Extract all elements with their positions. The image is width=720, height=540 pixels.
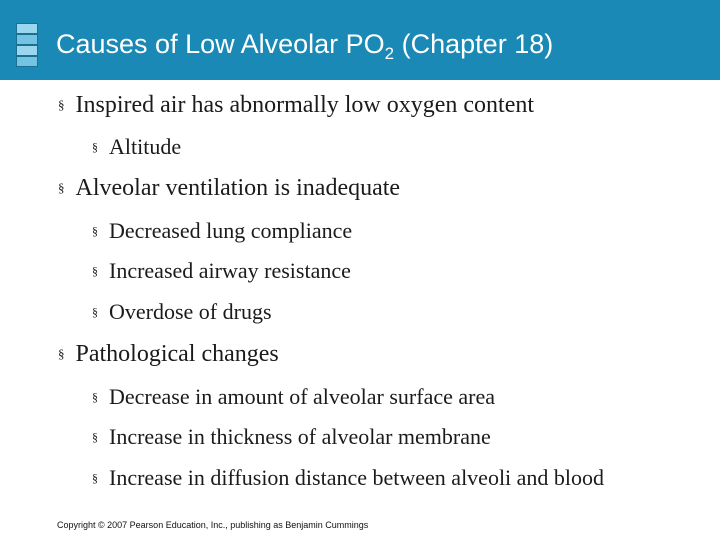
bullet-marker: § [92,430,98,444]
bullet-marker: § [92,471,98,485]
sub-bullet-2-2: § Increased airway resistance [92,258,351,283]
sub-bullet-3-3: § Increase in diffusion distance between alveoli and blood [92,465,605,490]
title-bar [0,0,720,80]
title-subscript: 2 [384,44,395,63]
sub-bullet-1-1: § Altitude [92,134,182,159]
bullet-marker: § [92,390,98,404]
sub-bullet-3-1: § Decrease in amount of alveolar surface area [92,384,495,409]
slide-logo-icon [16,23,38,67]
bullet-marker: § [58,346,65,361]
bullet-marker: § [58,97,65,112]
bullet-3: § Pathological changes [58,341,279,367]
copyright-footer: Copyright © 2007 Pearson Education, Inc., publishing as Benjamin Cummings [57,520,369,530]
bullet-marker: § [92,264,98,278]
bullet-1: § Inspired air has abnormally low oxygen content [58,92,535,118]
bullet-marker: § [92,140,98,154]
bullet-marker: § [92,305,98,319]
sub-bullet-2-1: § Decreased lung compliance [92,218,353,243]
sub-bullet-3-2: § Increase in thickness of alveolar membrane [92,424,491,449]
sub-bullet-2-3: § Overdose of drugs [92,299,272,324]
bullet-marker: § [58,180,65,195]
bullet-2: § Alveolar ventilation is inadequate [58,175,401,201]
slide-title: Causes of Low Alveolar $PO_2$ (Chapter 18) [56,29,554,63]
bullet-marker: § [92,224,98,238]
